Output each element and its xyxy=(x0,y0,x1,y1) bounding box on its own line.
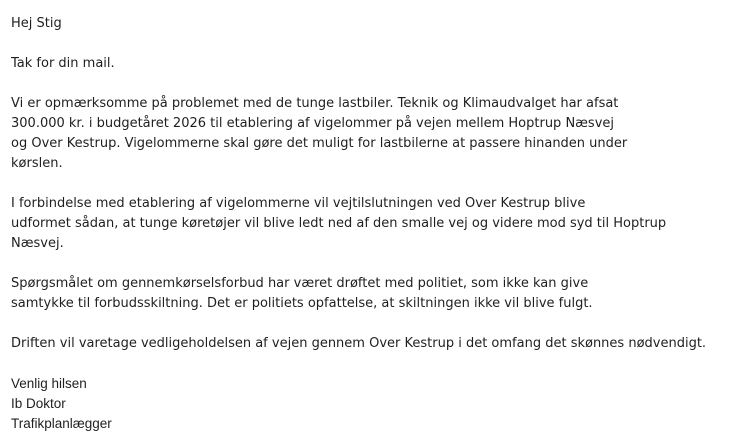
signature-title: Trafikplanlægger xyxy=(11,416,112,431)
paragraph-maintenance xyxy=(11,334,746,354)
paragraph-line: 300.000 kr. i budgetåret 2026 til etablering af vigelommer på vejen mellem Hoptrup Næsvej xyxy=(11,116,615,131)
paragraph-line: Spørgsmålet om gennemkørselsforbud har været drøftet med politiet, som ikke kan give xyxy=(11,276,589,291)
paragraph-line: og Over Kestrup. Vigelommerne skal gøre det muligt for lastbilerne at passere hinanden under xyxy=(11,136,628,151)
paragraph-police xyxy=(11,274,746,314)
greeting-line: Hej Stig xyxy=(11,16,62,31)
email-body xyxy=(11,14,746,434)
greeting xyxy=(11,14,746,34)
paragraph-line: Næsvej. xyxy=(11,236,64,251)
thanks-line: Tak for din mail. xyxy=(11,56,115,71)
paragraph-line: kørslen. xyxy=(11,156,63,171)
paragraph-line: samtykke til forbudsskiltning. Det er politiets opfattelse, at skiltningen ikke vil blive fulgt. xyxy=(11,296,593,311)
paragraph-road-connection xyxy=(11,194,746,254)
paragraph-line: Vi er opmærksomme på problemet med de tunge lastbiler. Teknik og Klimaudvalget har afsat xyxy=(11,96,619,111)
thanks-paragraph xyxy=(11,54,746,74)
signature-closing: Venlig hilsen xyxy=(11,376,87,391)
paragraph-line: Driften vil varetage vedligeholdelsen af vejen gennem Over Kestrup i det omfang det skønnes nødvendigt. xyxy=(11,336,707,351)
signature-name: Ib Doktor xyxy=(11,396,66,411)
paragraph-budget xyxy=(11,94,746,174)
signature xyxy=(11,374,746,434)
paragraph-line: I forbindelse med etablering af vigelommerne vil vejtilslutningen ved Over Kestrup blive xyxy=(11,196,586,211)
paragraph-line: udformet sådan, at tunge køretøjer vil blive ledt ned af den smalle vej og videre mod syd til Hoptrup xyxy=(11,216,667,231)
